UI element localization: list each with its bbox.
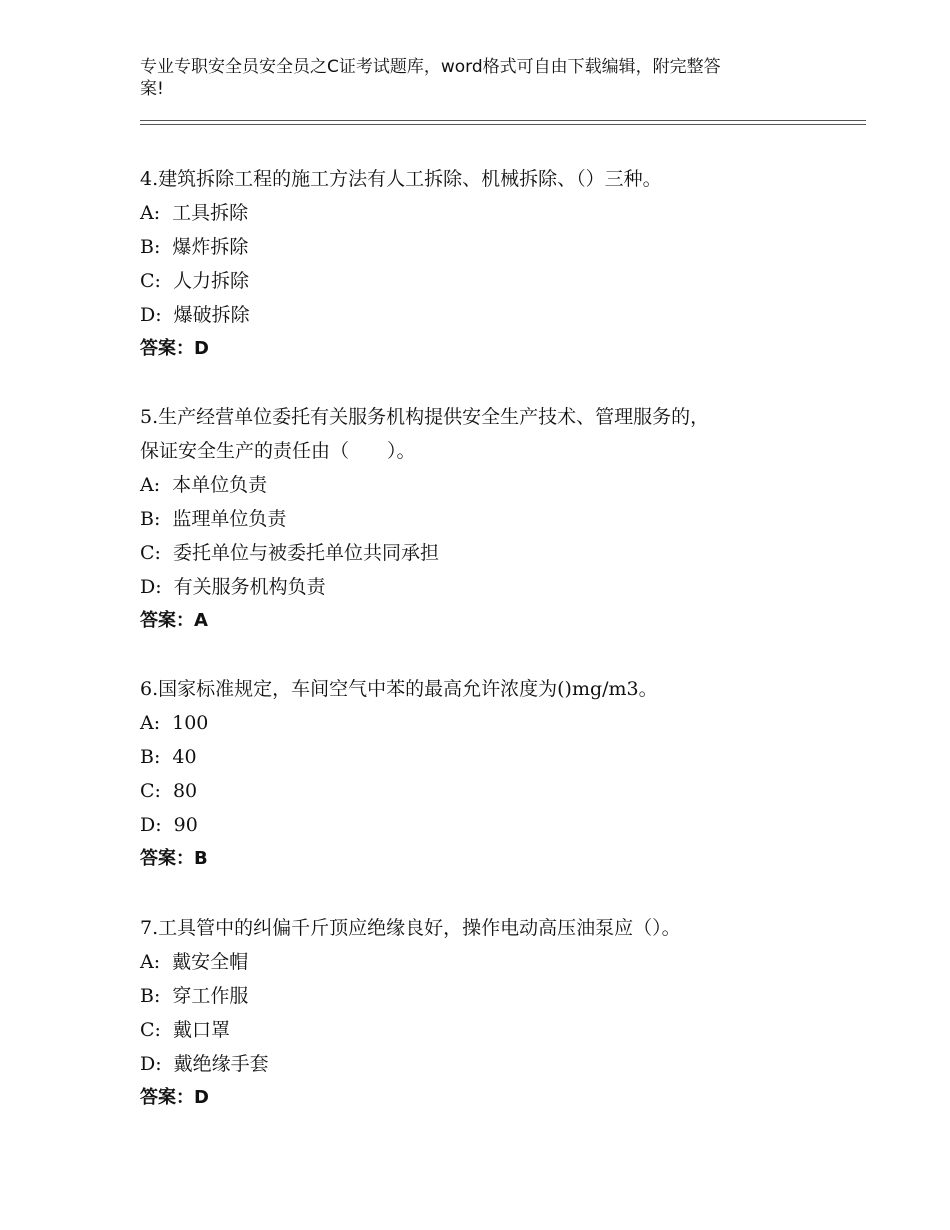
option-letter: C: xyxy=(140,780,161,802)
option-text: 穿工作服 xyxy=(172,985,249,1007)
option-letter: A: xyxy=(140,474,161,496)
option-text: 90 xyxy=(173,814,198,836)
option-letter: B: xyxy=(140,508,161,530)
option-letter: D: xyxy=(140,814,162,836)
option-a xyxy=(140,945,840,979)
document-header xyxy=(140,56,790,100)
option-letter: C: xyxy=(140,270,161,292)
question-5 xyxy=(140,400,840,638)
option-text: 爆破拆除 xyxy=(173,304,250,326)
answer-line xyxy=(140,332,840,366)
option-text: 本单位负责 xyxy=(172,474,268,496)
option-letter: D: xyxy=(140,304,162,326)
option-text: 监理单位负责 xyxy=(172,508,287,530)
option-c xyxy=(140,774,840,808)
option-text: 工具拆除 xyxy=(172,202,249,224)
header-divider-top xyxy=(140,120,866,121)
answer-label: 答案： xyxy=(140,338,194,359)
option-text: 委托单位与被委托单位共同承担 xyxy=(172,542,439,564)
option-letter: B: xyxy=(140,746,161,768)
answer-value: D xyxy=(194,338,209,359)
answer-value: B xyxy=(194,848,208,869)
question-stem: 6.国家标准规定，车间空气中苯的最高允许浓度为()mg/m3。 xyxy=(140,678,658,700)
option-letter: A: xyxy=(140,951,161,973)
option-text: 有关服务机构负责 xyxy=(173,576,326,598)
option-letter: A: xyxy=(140,202,161,224)
option-text: 80 xyxy=(172,780,198,802)
question-stem: 4.建筑拆除工程的施工方法有人工拆除、机械拆除、（）三种。 xyxy=(140,168,662,190)
answer-label: 答案： xyxy=(140,848,194,869)
option-a xyxy=(140,468,840,502)
option-d xyxy=(140,1047,840,1081)
option-letter: B: xyxy=(140,985,161,1007)
option-b xyxy=(140,502,840,536)
option-text: 戴安全帽 xyxy=(172,951,249,973)
question-stem: 5.生产经营单位委托有关服务机构提供安全生产技术、管理服务的， xyxy=(140,406,710,428)
option-text: 戴口罩 xyxy=(172,1019,230,1041)
option-letter: A: xyxy=(140,712,161,734)
option-letter: D: xyxy=(140,576,162,598)
option-b xyxy=(140,230,840,264)
answer-line xyxy=(140,1081,840,1115)
question-stem-continued: 保证安全生产的责任由（ ）。 xyxy=(140,440,416,462)
option-text: 爆炸拆除 xyxy=(172,236,249,258)
option-text: 人力拆除 xyxy=(172,270,249,292)
option-d xyxy=(140,808,840,842)
option-letter: B: xyxy=(140,236,161,258)
option-c xyxy=(140,1013,840,1047)
option-c xyxy=(140,264,840,298)
answer-line xyxy=(140,842,840,876)
answer-value: D xyxy=(194,1087,209,1108)
option-a xyxy=(140,196,840,230)
option-d xyxy=(140,570,840,604)
question-4 xyxy=(140,162,840,366)
option-b xyxy=(140,740,840,774)
option-letter: C: xyxy=(140,542,161,564)
header-divider-bottom xyxy=(140,124,866,125)
option-text: 戴绝缘手套 xyxy=(173,1053,269,1075)
option-c xyxy=(140,536,840,570)
option-letter: C: xyxy=(140,1019,161,1041)
question-7 xyxy=(140,911,840,1115)
option-letter: D: xyxy=(140,1053,162,1075)
option-a xyxy=(140,706,840,740)
option-text: 100 xyxy=(172,712,209,734)
option-text: 40 xyxy=(172,746,197,768)
answer-value: A xyxy=(194,610,208,631)
question-stem: 7.工具管中的纠偏千斤顶应绝缘良好，操作电动高压油泵应（）。 xyxy=(140,917,681,939)
header-line-1: 专业专职安全员安全员之C证考试题库，word格式可自由下载编辑，附完整答 xyxy=(140,57,721,77)
answer-label: 答案： xyxy=(140,1087,194,1108)
answer-label: 答案： xyxy=(140,610,194,631)
option-b xyxy=(140,979,840,1013)
question-6 xyxy=(140,672,840,876)
option-d xyxy=(140,298,840,332)
header-line-2: 案! xyxy=(140,79,164,99)
answer-line xyxy=(140,604,840,638)
